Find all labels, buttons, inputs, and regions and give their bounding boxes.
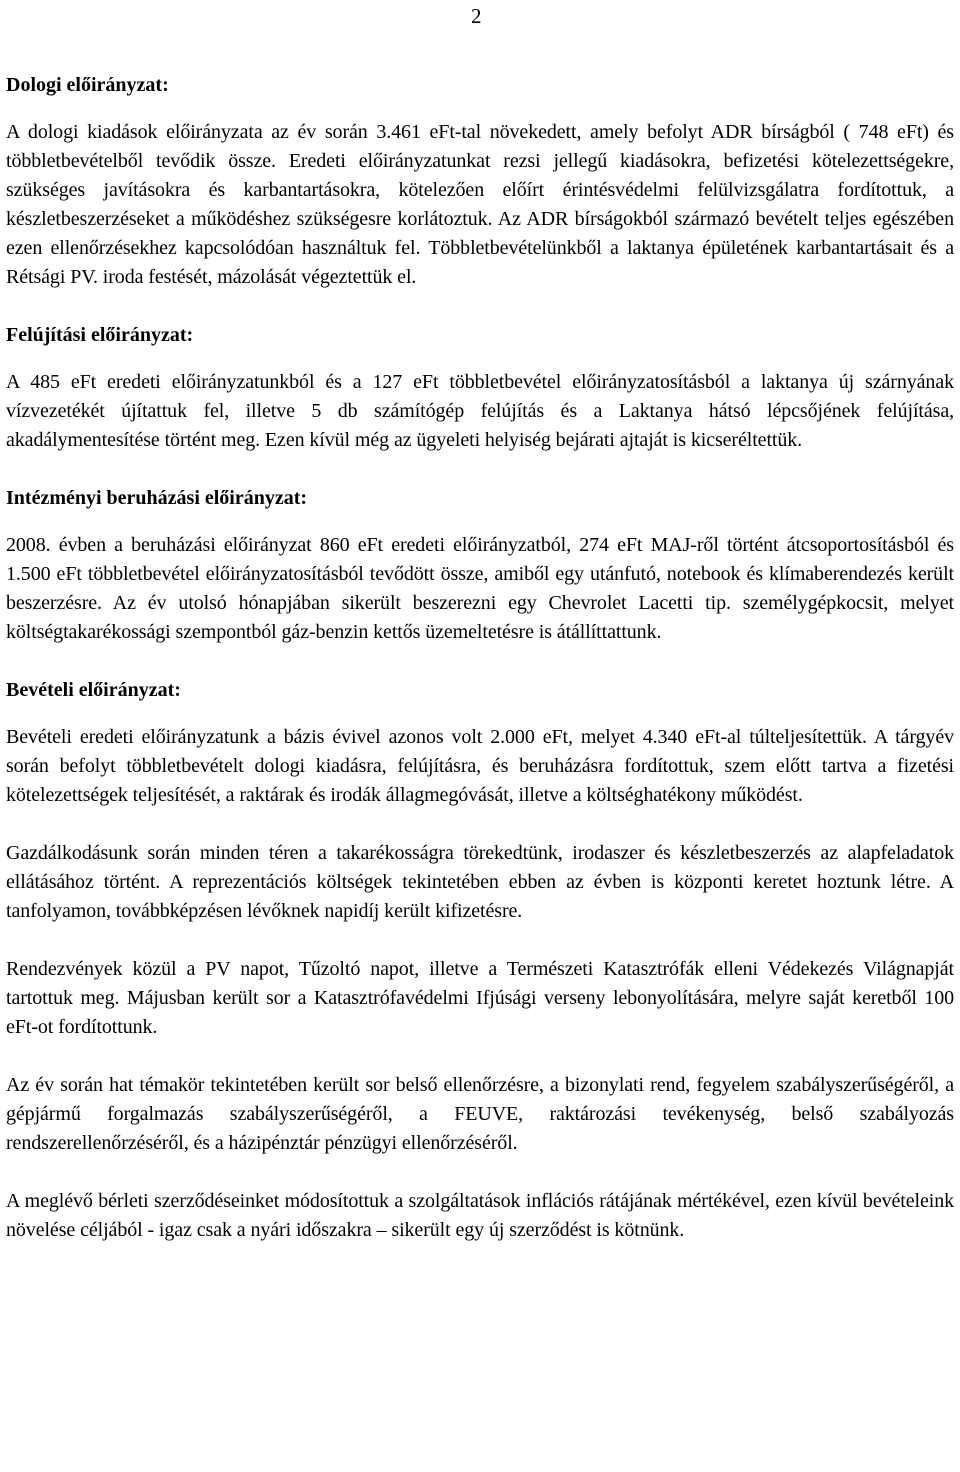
section-heading-dologi: Dologi előirányzat: <box>6 74 169 96</box>
section-heading-beveteli: Bevételi előirányzat: <box>6 679 181 701</box>
paragraph-beveteli: Bevételi eredeti előirányzatunk a bázis évivel azonos volt 2.000 eFt, melyet 4.340 eFt-al túlteljesítettük. A tárgyév során befolyt többletbevételt dologi kiadásra, felújításra, és beruházásra fordítottuk, szem előtt tartva a fizetési kötelezettségek teljesítését, a raktárak és irodák állagmegóvását, illetve a költséghatékony működést. <box>6 726 954 806</box>
paragraph-berleti-szerzodesek: A meglévő bérleti szerződéseinket módosítottuk a szolgáltatások inflációs rátájának mértékével, ezen kívül bevételeink növelése céljából - igaz csak a nyári időszakra – sikerült egy új szerződést is kötnünk. <box>6 1190 954 1241</box>
document-body <box>6 71 954 1245</box>
paragraph-dologi: A dologi kiadások előirányzata az év során 3.461 eFt-tal növekedett, amely befolyt ADR bírságból ( 748 eFt) és többletbevételből tevődik össze. Eredeti előirányzatunkat rezsi jellegű kiadásokra, befizetési kötelezettségekre, szükséges javításokra és karbantartásokra, kötelezően előírt érintésvédelmi felülvizsgálatra fordítottuk, a készletbeszerzéseket a működéshez szükségesre korlátoztuk. Az ADR bírságokból származó bevételt teljes egészében ezen ellenőrzésekhez kapcsolódóan használtuk fel. Többletbevételünkből a laktanya épületének karbantartásait és a Rétsági PV. iroda festését, mázolását végeztettük el. <box>6 121 954 288</box>
paragraph-felujitasi: A 485 eFt eredeti előirányzatunkból és a 127 eFt többletbevétel előirányzatosításból a laktanya új szárnyának vízvezetékét újítattuk fel, illetve 5 db számítógép felújítás és a Laktanya hátsó lépcsőjének felújítása, akadálymentesítése történt meg. Ezen kívül még az ügyeleti helyiség bejárati ajtaját is kicseréltettük. <box>6 371 954 451</box>
paragraph-intezmenyi: 2008. évben a beruházási előirányzat 860 eFt eredeti előirányzatból, 274 eFt MAJ-ről történt átcsoportosításból és 1.500 eFt többletbevétel előirányzatosításból tevődött össze, amiből egy utánfutó, notebook és klímaberendezés került beszerzésre. Az év utolsó hónapjában sikerült beszerezni egy Chevrolet Lacetti tip. személygépkocsit, melyet költségtakarékossági szempontból gáz-benzin kettős üzemeltetésre is átállíttattunk. <box>6 534 954 643</box>
paragraph-belso-ellenorzes: Az év során hat témakör tekintetében került sor belső ellenőrzésre, a bizonylati rend, fegyelem szabályszerűségéről, a gépjármű forgalmazás szabályszerűségéről, a FEUVE, raktározási tevékenység, belső szabályozás rendszerellenőrzéséről, és a házipénztár pénzügyi ellenőrzéséről. <box>6 1074 954 1154</box>
paragraph-rendezvenyek: Rendezvények közül a PV napot, Tűzoltó napot, illetve a Természeti Katasztrófák elleni Védekezés Világnapját tartottuk meg. Májusban került sor a Katasztrófavédelmi Ifjúsági verseny lebonyolítására, melyre saját keretből 100 eFt-ot fordítottunk. <box>6 958 954 1038</box>
page-number: 2 <box>471 4 482 28</box>
section-heading-intezmenyi: Intézményi beruházási előirányzat: <box>6 487 308 509</box>
paragraph-gazdalkodas: Gazdálkodásunk során minden téren a takarékosságra törekedtünk, irodaszer és készletbeszerzés az alapfeladatok ellátásához történt. A reprezentációs költségek tekintetében ebben az évben is központi keretet hoztunk létre. A tanfolyamon, továbbképzésen lévőknek napidíj került kifizetésre. <box>6 842 954 922</box>
section-heading-felujitasi: Felújítási előirányzat: <box>6 324 194 346</box>
